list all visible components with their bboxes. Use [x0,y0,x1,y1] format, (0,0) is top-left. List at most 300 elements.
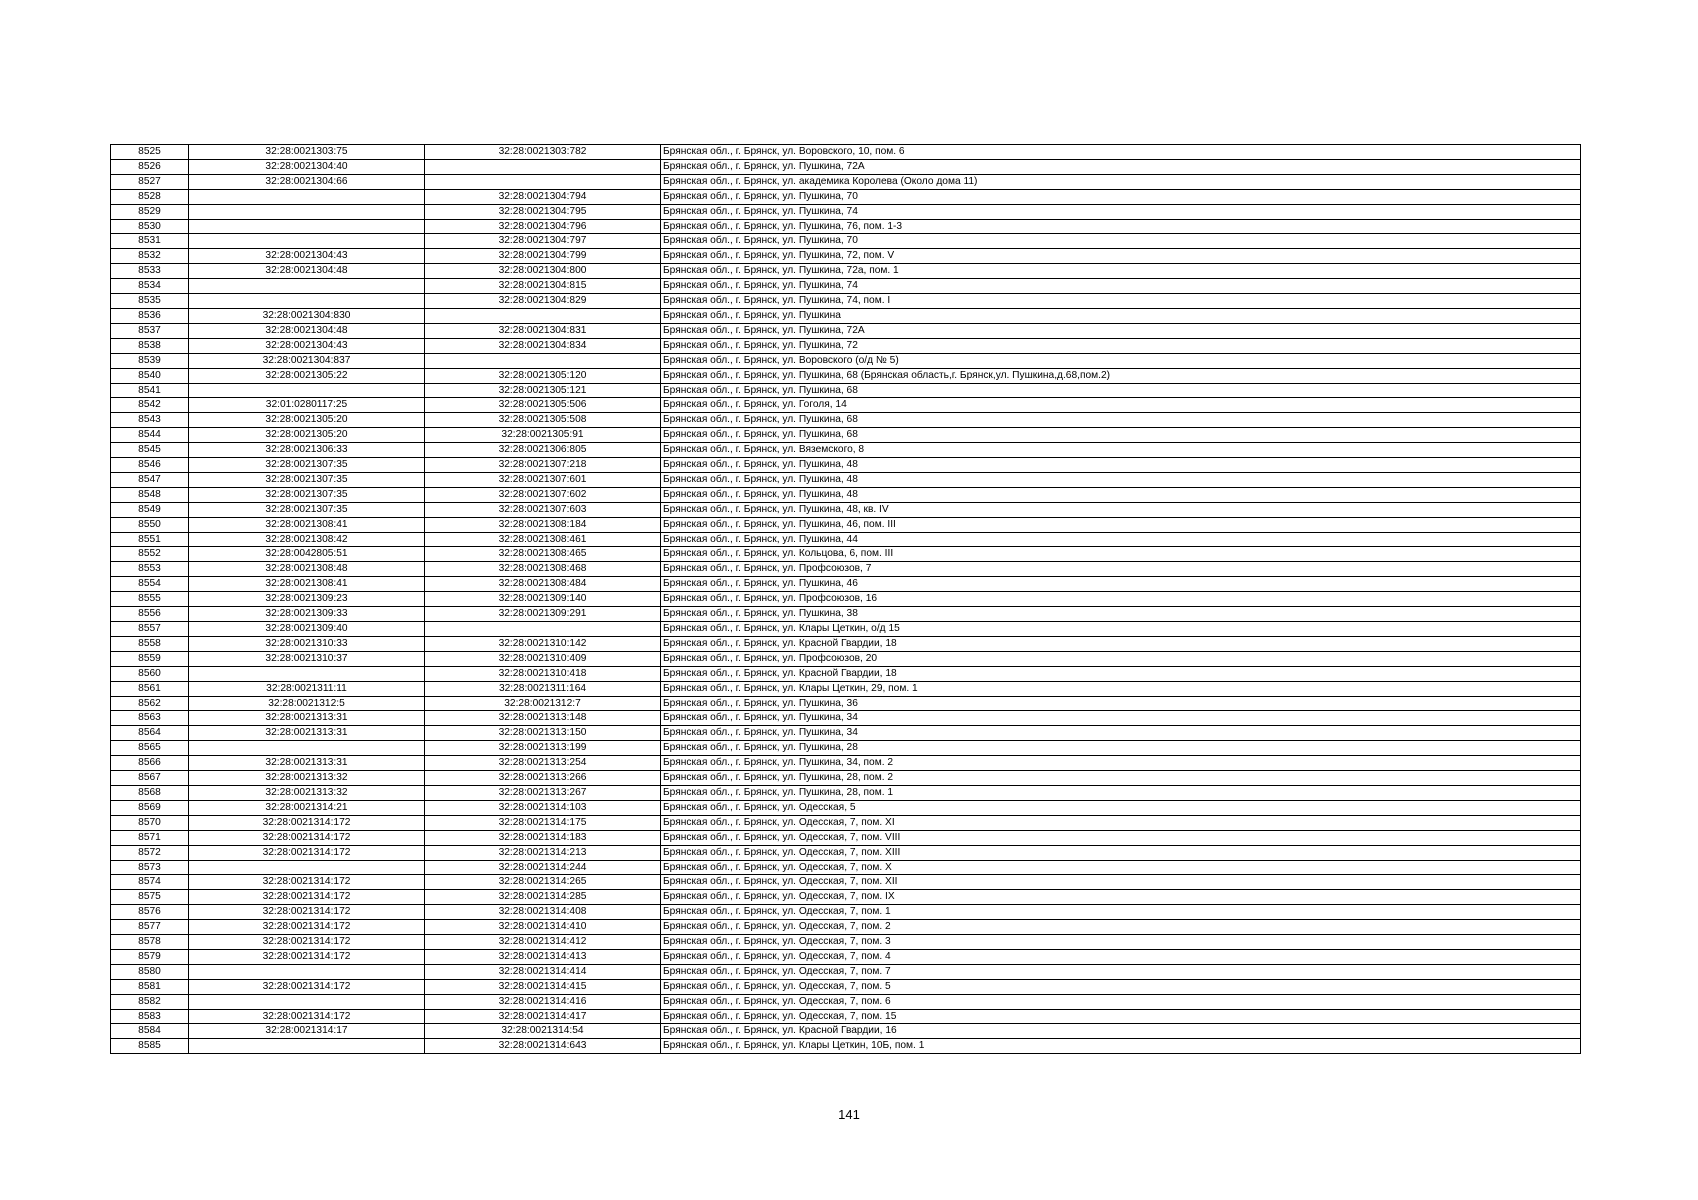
address-cell: Брянская обл., г. Брянск, ул. Пушкина, 34 [661,726,1581,741]
object-cadastral-number-cell: 32:28:0021314:408 [425,905,661,920]
row-number-cell: 8560 [111,666,189,681]
row-number-cell: 8540 [111,368,189,383]
table-row [111,592,1581,607]
row-number-cell: 8580 [111,964,189,979]
parcel-cadastral-number-cell: 32:28:0021305:20 [189,428,425,443]
object-cadastral-number-cell: 32:28:0021310:418 [425,666,661,681]
address-cell: Брянская обл., г. Брянск, ул. Одесская, 7, пом. 3 [661,935,1581,950]
object-cadastral-number-cell [425,353,661,368]
parcel-cadastral-number-cell: 32:28:0021305:20 [189,413,425,428]
object-cadastral-number-cell: 32:28:0021308:465 [425,547,661,562]
table-row [111,935,1581,950]
address-cell: Брянская обл., г. Брянск, ул. Пушкина, 48 [661,458,1581,473]
row-number-cell: 8543 [111,413,189,428]
table-row [111,249,1581,264]
parcel-cadastral-number-cell: 32:28:0021314:172 [189,905,425,920]
table-row [111,1039,1581,1054]
table-row [111,532,1581,547]
row-number-cell: 8534 [111,279,189,294]
row-number-cell: 8581 [111,979,189,994]
parcel-cadastral-number-cell: 32:28:0021306:33 [189,443,425,458]
parcel-cadastral-number-cell: 32:28:0021313:31 [189,726,425,741]
parcel-cadastral-number-cell: 32:01:0280117:25 [189,398,425,413]
object-cadastral-number-cell: 32:28:0021314:244 [425,860,661,875]
address-cell: Брянская обл., г. Брянск, ул. Гоголя, 14 [661,398,1581,413]
address-cell: Брянская обл., г. Брянск, ул. Профсоюзов, 20 [661,651,1581,666]
address-cell: Брянская обл., г. Брянск, ул. Кольцова, 6, пом. III [661,547,1581,562]
parcel-cadastral-number-cell: 32:28:0021314:172 [189,979,425,994]
parcel-cadastral-number-cell: 32:28:0021313:31 [189,756,425,771]
row-number-cell: 8539 [111,353,189,368]
parcel-cadastral-number-cell: 32:28:0021309:40 [189,622,425,637]
parcel-cadastral-number-cell: 32:28:0021313:32 [189,771,425,786]
object-cadastral-number-cell: 32:28:0021312:7 [425,696,661,711]
row-number-cell: 8544 [111,428,189,443]
parcel-cadastral-number-cell: 32:28:0021313:31 [189,711,425,726]
page-number: 141 [838,1107,860,1122]
row-number-cell: 8570 [111,815,189,830]
parcel-cadastral-number-cell: 32:28:0021308:41 [189,577,425,592]
row-number-cell: 8566 [111,756,189,771]
table-row [111,636,1581,651]
registry-table [110,144,1581,1054]
row-number-cell: 8564 [111,726,189,741]
address-cell: Брянская обл., г. Брянск, ул. Пушкина, 36 [661,696,1581,711]
row-number-cell: 8563 [111,711,189,726]
table-row [111,1009,1581,1024]
object-cadastral-number-cell: 32:28:0021304:796 [425,219,661,234]
table-row [111,338,1581,353]
address-cell: Брянская обл., г. Брянск, ул. Одесская, 7, пом. 15 [661,1009,1581,1024]
table-row [111,308,1581,323]
address-cell: Брянская обл., г. Брянск, ул. Пушкина, 72 [661,338,1581,353]
address-cell: Брянская обл., г. Брянск, ул. Пушкина, 74 [661,279,1581,294]
table-row [111,771,1581,786]
address-cell: Брянская обл., г. Брянск, ул. Вяземского, 8 [661,443,1581,458]
object-cadastral-number-cell: 32:28:0021308:484 [425,577,661,592]
address-cell: Брянская обл., г. Брянск, ул. Пушкина, 28 [661,741,1581,756]
row-number-cell: 8554 [111,577,189,592]
row-number-cell: 8569 [111,800,189,815]
address-cell: Брянская обл., г. Брянск, ул. Клары Цеткин, 10Б, пом. 1 [661,1039,1581,1054]
table-row [111,487,1581,502]
address-cell: Брянская обл., г. Брянск, ул. Пушкина, 68 [661,428,1581,443]
parcel-cadastral-number-cell: 32:28:0021304:40 [189,159,425,174]
object-cadastral-number-cell: 32:28:0021314:412 [425,935,661,950]
table-row [111,159,1581,174]
parcel-cadastral-number-cell: 32:28:0021314:172 [189,949,425,964]
parcel-cadastral-number-cell: 32:28:0021308:48 [189,562,425,577]
table-row [111,622,1581,637]
address-cell: Брянская обл., г. Брянск, ул. Одесская, 7, пом. 7 [661,964,1581,979]
address-cell: Брянская обл., г. Брянск, ул. Одесская, 7, пом. 2 [661,920,1581,935]
row-number-cell: 8558 [111,636,189,651]
parcel-cadastral-number-cell: 32:28:0021314:17 [189,1024,425,1039]
table-row [111,458,1581,473]
row-number-cell: 8559 [111,651,189,666]
row-number-cell: 8528 [111,189,189,204]
row-number-cell: 8576 [111,905,189,920]
parcel-cadastral-number-cell [189,204,425,219]
object-cadastral-number-cell: 32:28:0021309:140 [425,592,661,607]
address-cell: Брянская обл., г. Брянск, ул. Пушкина, 48, кв. IV [661,502,1581,517]
table-row [111,949,1581,964]
table-row [111,562,1581,577]
address-cell: Брянская обл., г. Брянск, ул. Пушкина, 28, пом. 2 [661,771,1581,786]
object-cadastral-number-cell [425,308,661,323]
address-cell: Брянская обл., г. Брянск, ул. Одесская, 7, пом. 5 [661,979,1581,994]
row-number-cell: 8545 [111,443,189,458]
row-number-cell: 8553 [111,562,189,577]
address-cell: Брянская обл., г. Брянск, ул. Профсоюзов, 7 [661,562,1581,577]
object-cadastral-number-cell: 32:28:0021307:602 [425,487,661,502]
address-cell: Брянская обл., г. Брянск, ул. Пушкина, 46, пом. III [661,517,1581,532]
row-number-cell: 8578 [111,935,189,950]
table-row [111,234,1581,249]
parcel-cadastral-number-cell: 32:28:0021314:172 [189,935,425,950]
parcel-cadastral-number-cell: 32:28:0021314:172 [189,875,425,890]
address-cell: Брянская обл., г. Брянск, ул. Пушкина, 70 [661,189,1581,204]
parcel-cadastral-number-cell: 32:28:0021313:32 [189,785,425,800]
row-number-cell: 8537 [111,323,189,338]
address-cell: Брянская обл., г. Брянск, ул. Красной Гвардии, 16 [661,1024,1581,1039]
row-number-cell: 8574 [111,875,189,890]
address-cell: Брянская обл., г. Брянск, ул. академика Королева (Около дома 11) [661,174,1581,189]
address-cell: Брянская обл., г. Брянск, ул. Одесская, 7, пом. XII [661,875,1581,890]
object-cadastral-number-cell: 32:28:0021313:267 [425,785,661,800]
address-cell: Брянская обл., г. Брянск, ул. Пушкина, 68 (Брянская область,г. Брянск,ул. Пушкина,д.68,пом.2) [661,368,1581,383]
parcel-cadastral-number-cell: 32:28:0021309:23 [189,592,425,607]
row-number-cell: 8552 [111,547,189,562]
object-cadastral-number-cell: 32:28:0021314:643 [425,1039,661,1054]
object-cadastral-number-cell: 32:28:0021307:603 [425,502,661,517]
object-cadastral-number-cell: 32:28:0021304:829 [425,294,661,309]
table-row [111,294,1581,309]
table-row [111,577,1581,592]
address-cell: Брянская обл., г. Брянск, ул. Одесская, 7, пом. 1 [661,905,1581,920]
address-cell: Брянская обл., г. Брянск, ул. Одесская, 5 [661,800,1581,815]
parcel-cadastral-number-cell: 32:28:0021314:172 [189,920,425,935]
address-cell: Брянская обл., г. Брянск, ул. Профсоюзов, 16 [661,592,1581,607]
row-number-cell: 8561 [111,681,189,696]
table-row [111,398,1581,413]
row-number-cell: 8571 [111,830,189,845]
row-number-cell: 8565 [111,741,189,756]
parcel-cadastral-number-cell [189,964,425,979]
parcel-cadastral-number-cell [189,994,425,1009]
row-number-cell: 8538 [111,338,189,353]
row-number-cell: 8541 [111,383,189,398]
row-number-cell: 8548 [111,487,189,502]
parcel-cadastral-number-cell: 32:28:0021304:43 [189,338,425,353]
row-number-cell: 8573 [111,860,189,875]
object-cadastral-number-cell: 32:28:0021314:417 [425,1009,661,1024]
object-cadastral-number-cell: 32:28:0021304:800 [425,264,661,279]
object-cadastral-number-cell: 32:28:0021313:199 [425,741,661,756]
table-row [111,964,1581,979]
parcel-cadastral-number-cell [189,294,425,309]
object-cadastral-number-cell: 32:28:0021314:413 [425,949,661,964]
row-number-cell: 8555 [111,592,189,607]
parcel-cadastral-number-cell: 32:28:0021307:35 [189,487,425,502]
object-cadastral-number-cell: 32:28:0021314:410 [425,920,661,935]
table-row [111,264,1581,279]
row-number-cell: 8531 [111,234,189,249]
object-cadastral-number-cell: 32:28:0021304:797 [425,234,661,249]
parcel-cadastral-number-cell [189,234,425,249]
table-row [111,368,1581,383]
address-cell: Брянская обл., г. Брянск, ул. Пушкина, 72А [661,323,1581,338]
object-cadastral-number-cell: 32:28:0021304:794 [425,189,661,204]
row-number-cell: 8582 [111,994,189,1009]
table-row [111,145,1581,160]
parcel-cadastral-number-cell: 32:28:0021309:33 [189,607,425,622]
row-number-cell: 8526 [111,159,189,174]
address-cell: Брянская обл., г. Брянск, ул. Одесская, 7, пом. XI [661,815,1581,830]
table-row [111,651,1581,666]
address-cell: Брянская обл., г. Брянск, ул. Пушкина, 68 [661,383,1581,398]
address-cell: Брянская обл., г. Брянск, ул. Пушкина, 44 [661,532,1581,547]
row-number-cell: 8585 [111,1039,189,1054]
parcel-cadastral-number-cell: 32:28:0021314:21 [189,800,425,815]
address-cell: Брянская обл., г. Брянск, ул. Одесская, 7, пом. X [661,860,1581,875]
object-cadastral-number-cell: 32:28:0021304:834 [425,338,661,353]
address-cell: Брянская обл., г. Брянск, ул. Пушкина, 76, пом. 1-3 [661,219,1581,234]
table-row [111,547,1581,562]
object-cadastral-number-cell: 32:28:0021304:815 [425,279,661,294]
address-cell: Брянская обл., г. Брянск, ул. Одесская, 7, пом. 6 [661,994,1581,1009]
parcel-cadastral-number-cell: 32:28:0021304:66 [189,174,425,189]
address-cell: Брянская обл., г. Брянск, ул. Одесская, 7, пом. VIII [661,830,1581,845]
address-cell: Брянская обл., г. Брянск, ул. Пушкина, 38 [661,607,1581,622]
table-row [111,323,1581,338]
object-cadastral-number-cell: 32:28:0021313:266 [425,771,661,786]
address-cell: Брянская обл., г. Брянск, ул. Красной Гвардии, 18 [661,636,1581,651]
object-cadastral-number-cell: 32:28:0021313:150 [425,726,661,741]
address-cell: Брянская обл., г. Брянск, ул. Одесская, 7, пом. 4 [661,949,1581,964]
row-number-cell: 8572 [111,845,189,860]
table-row [111,1024,1581,1039]
row-number-cell: 8575 [111,890,189,905]
object-cadastral-number-cell: 32:28:0021313:148 [425,711,661,726]
parcel-cadastral-number-cell: 32:28:0021310:37 [189,651,425,666]
address-cell: Брянская обл., г. Брянск, ул. Пушкина, 68 [661,413,1581,428]
parcel-cadastral-number-cell: 32:28:0021304:43 [189,249,425,264]
table-row [111,189,1581,204]
table-row [111,875,1581,890]
parcel-cadastral-number-cell: 32:28:0021314:172 [189,845,425,860]
row-number-cell: 8546 [111,458,189,473]
address-cell: Брянская обл., г. Брянск, ул. Клары Цеткин, 29, пом. 1 [661,681,1581,696]
row-number-cell: 8525 [111,145,189,160]
parcel-cadastral-number-cell: 32:28:0021304:48 [189,323,425,338]
table-row [111,428,1581,443]
table-row [111,607,1581,622]
row-number-cell: 8556 [111,607,189,622]
address-cell: Брянская обл., г. Брянск, ул. Пушкина, 34, пом. 2 [661,756,1581,771]
table-row [111,845,1581,860]
parcel-cadastral-number-cell [189,741,425,756]
object-cadastral-number-cell: 32:28:0021305:91 [425,428,661,443]
row-number-cell: 8583 [111,1009,189,1024]
object-cadastral-number-cell: 32:28:0021314:285 [425,890,661,905]
parcel-cadastral-number-cell: 32:28:0021314:172 [189,890,425,905]
object-cadastral-number-cell: 32:28:0021308:461 [425,532,661,547]
row-number-cell: 8532 [111,249,189,264]
parcel-cadastral-number-cell [189,219,425,234]
table-row [111,279,1581,294]
row-number-cell: 8584 [111,1024,189,1039]
address-cell: Брянская обл., г. Брянск, ул. Пушкина, 70 [661,234,1581,249]
table-row [111,890,1581,905]
parcel-cadastral-number-cell [189,666,425,681]
object-cadastral-number-cell: 32:28:0021314:265 [425,875,661,890]
row-number-cell: 8533 [111,264,189,279]
object-cadastral-number-cell: 32:28:0021305:508 [425,413,661,428]
table-row [111,383,1581,398]
object-cadastral-number-cell: 32:28:0021313:254 [425,756,661,771]
row-number-cell: 8557 [111,622,189,637]
address-cell: Брянская обл., г. Брянск, ул. Пушкина, 72, пом. V [661,249,1581,264]
row-number-cell: 8568 [111,785,189,800]
address-cell: Брянская обл., г. Брянск, ул. Пушкина, 72А [661,159,1581,174]
object-cadastral-number-cell: 32:28:0021304:831 [425,323,661,338]
object-cadastral-number-cell: 32:28:0021314:183 [425,830,661,845]
object-cadastral-number-cell: 32:28:0021307:218 [425,458,661,473]
object-cadastral-number-cell [425,622,661,637]
table-row [111,815,1581,830]
table-row [111,696,1581,711]
object-cadastral-number-cell [425,174,661,189]
object-cadastral-number-cell: 32:28:0021314:103 [425,800,661,815]
table-row [111,785,1581,800]
parcel-cadastral-number-cell: 32:28:0021304:48 [189,264,425,279]
parcel-cadastral-number-cell: 32:28:0021307:35 [189,502,425,517]
object-cadastral-number-cell: 32:28:0021305:121 [425,383,661,398]
parcel-cadastral-number-cell [189,860,425,875]
row-number-cell: 8547 [111,472,189,487]
object-cadastral-number-cell: 32:28:0021308:184 [425,517,661,532]
row-number-cell: 8542 [111,398,189,413]
parcel-cadastral-number-cell: 32:28:0021311:11 [189,681,425,696]
parcel-cadastral-number-cell: 32:28:0021308:42 [189,532,425,547]
object-cadastral-number-cell: 32:28:0021307:601 [425,472,661,487]
parcel-cadastral-number-cell [189,383,425,398]
address-cell: Брянская обл., г. Брянск, ул. Одесская, 7, пом. IX [661,890,1581,905]
table-row [111,681,1581,696]
table-row [111,219,1581,234]
object-cadastral-number-cell: 32:28:0021306:805 [425,443,661,458]
row-number-cell: 8562 [111,696,189,711]
object-cadastral-number-cell: 32:28:0021308:468 [425,562,661,577]
object-cadastral-number-cell: 32:28:0021310:409 [425,651,661,666]
parcel-cadastral-number-cell: 32:28:0021303:75 [189,145,425,160]
table-row [111,517,1581,532]
table-row [111,800,1581,815]
object-cadastral-number-cell: 32:28:0021311:164 [425,681,661,696]
address-cell: Брянская обл., г. Брянск, ул. Пушкина, 72а, пом. 1 [661,264,1581,279]
row-number-cell: 8577 [111,920,189,935]
table-row [111,353,1581,368]
object-cadastral-number-cell: 32:28:0021314:416 [425,994,661,1009]
table-row [111,502,1581,517]
object-cadastral-number-cell: 32:28:0021314:414 [425,964,661,979]
address-cell: Брянская обл., г. Брянск, ул. Пушкина, 28, пом. 1 [661,785,1581,800]
address-cell: Брянская обл., г. Брянск, ул. Пушкина [661,308,1581,323]
parcel-cadastral-number-cell: 32:28:0021308:41 [189,517,425,532]
parcel-cadastral-number-cell: 32:28:0021312:5 [189,696,425,711]
parcel-cadastral-number-cell: 32:28:0021304:837 [189,353,425,368]
address-cell: Брянская обл., г. Брянск, ул. Красной Гвардии, 18 [661,666,1581,681]
row-number-cell: 8579 [111,949,189,964]
row-number-cell: 8536 [111,308,189,323]
parcel-cadastral-number-cell: 32:28:0021305:22 [189,368,425,383]
object-cadastral-number-cell: 32:28:0021309:291 [425,607,661,622]
object-cadastral-number-cell [425,159,661,174]
table-row [111,860,1581,875]
parcel-cadastral-number-cell: 32:28:0021304:830 [189,308,425,323]
address-cell: Брянская обл., г. Брянск, ул. Клары Цеткин, о/д 15 [661,622,1581,637]
address-cell: Брянская обл., г. Брянск, ул. Пушкина, 48 [661,472,1581,487]
parcel-cadastral-number-cell: 32:28:0042805:51 [189,547,425,562]
parcel-cadastral-number-cell [189,189,425,204]
table-row [111,830,1581,845]
object-cadastral-number-cell: 32:28:0021314:213 [425,845,661,860]
parcel-cadastral-number-cell: 32:28:0021307:35 [189,472,425,487]
row-number-cell: 8527 [111,174,189,189]
object-cadastral-number-cell: 32:28:0021304:795 [425,204,661,219]
address-cell: Брянская обл., г. Брянск, ул. Пушкина, 74 [661,204,1581,219]
object-cadastral-number-cell: 32:28:0021305:120 [425,368,661,383]
parcel-cadastral-number-cell: 32:28:0021307:35 [189,458,425,473]
table-row [111,472,1581,487]
table-row [111,711,1581,726]
parcel-cadastral-number-cell [189,1039,425,1054]
table-row [111,666,1581,681]
address-cell: Брянская обл., г. Брянск, ул. Воровского, 10, пом. 6 [661,145,1581,160]
object-cadastral-number-cell: 32:28:0021303:782 [425,145,661,160]
registry-table-body [111,145,1581,1054]
object-cadastral-number-cell: 32:28:0021314:54 [425,1024,661,1039]
address-cell: Брянская обл., г. Брянск, ул. Пушкина, 74, пом. I [661,294,1581,309]
row-number-cell: 8549 [111,502,189,517]
table-row [111,413,1581,428]
table-row [111,756,1581,771]
address-cell: Брянская обл., г. Брянск, ул. Воровского (о/д № 5) [661,353,1581,368]
table-row [111,204,1581,219]
table-row [111,905,1581,920]
parcel-cadastral-number-cell: 32:28:0021314:172 [189,830,425,845]
row-number-cell: 8551 [111,532,189,547]
object-cadastral-number-cell: 32:28:0021305:506 [425,398,661,413]
parcel-cadastral-number-cell: 32:28:0021314:172 [189,1009,425,1024]
object-cadastral-number-cell: 32:28:0021314:415 [425,979,661,994]
parcel-cadastral-number-cell: 32:28:0021314:172 [189,815,425,830]
address-cell: Брянская обл., г. Брянск, ул. Пушкина, 34 [661,711,1581,726]
row-number-cell: 8529 [111,204,189,219]
object-cadastral-number-cell: 32:28:0021310:142 [425,636,661,651]
row-number-cell: 8535 [111,294,189,309]
table-row [111,994,1581,1009]
address-cell: Брянская обл., г. Брянск, ул. Одесская, 7, пом. XIII [661,845,1581,860]
row-number-cell: 8567 [111,771,189,786]
table-row [111,920,1581,935]
row-number-cell: 8530 [111,219,189,234]
table-row [111,174,1581,189]
address-cell: Брянская обл., г. Брянск, ул. Пушкина, 46 [661,577,1581,592]
row-number-cell: 8550 [111,517,189,532]
table-row [111,726,1581,741]
